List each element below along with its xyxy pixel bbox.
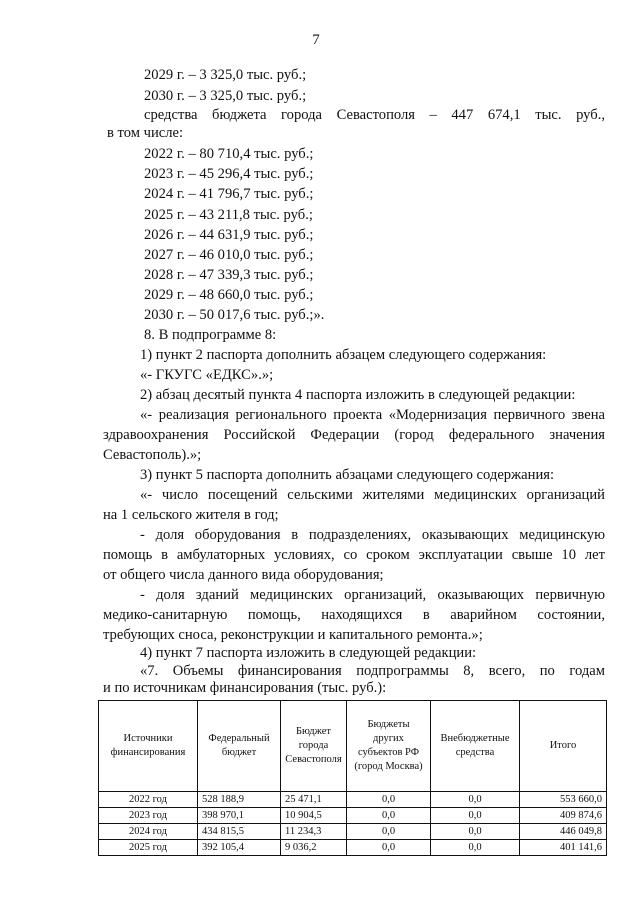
column-header: Бюджеты других субъектов РФ (город Москва) — [347, 701, 431, 792]
text-line: 2024 г. – 41 796,7 тыс. руб.; — [144, 186, 314, 202]
table-header-row — [99, 701, 607, 792]
text-line: - доля зданий медицинских организаций, оказывающих первичную — [140, 587, 605, 603]
text-line: 2027 г. – 46 010,0 тыс. руб.; — [144, 247, 314, 263]
text-line: 4) пункт 7 паспорта изложить в следующей редакции: — [140, 645, 477, 661]
table-cell: 528 188,9 — [198, 792, 281, 808]
table-cell: 0,0 — [347, 840, 431, 856]
text-line: 1) пункт 2 паспорта дополнить абзацем следующего содержания: — [140, 347, 547, 363]
text-line: от общего числа данного вида оборудования; — [103, 567, 384, 583]
text-line-justified — [103, 546, 605, 564]
table-cell: 446 049,8 — [520, 824, 607, 840]
text-line: Севастополь).»; — [103, 447, 202, 463]
column-header: Федеральный бюджет — [198, 701, 281, 792]
table-cell: 2023 год — [99, 808, 198, 824]
table-cell: 25 471,1 — [281, 792, 347, 808]
text-line: «- число посещений сельскими жителями медицинских организаций — [140, 487, 605, 503]
text-line-justified — [140, 406, 605, 424]
text-line: «- ГКУГС «ЕДКС».»; — [140, 367, 274, 383]
text-line: 3) пункт 5 паспорта дополнить абзацами следующего содержания: — [140, 467, 555, 483]
text-line: 8. В подпрограмме 8: — [144, 327, 277, 343]
table-cell: 9 036,2 — [281, 840, 347, 856]
text-line-justified — [103, 606, 605, 624]
text-line-justified — [140, 486, 605, 504]
text-line-justified — [103, 426, 605, 444]
text-line-justified — [140, 662, 605, 680]
text-line: 2023 г. – 45 296,4 тыс. руб.; — [144, 166, 314, 182]
text-line: 2) абзац десятый пункта 4 паспорта изложить в следующей редакции: — [140, 387, 576, 403]
table-cell: 11 234,3 — [281, 824, 347, 840]
text-line: медико-санитарную помощь, находящихся в аварийном состоянии, — [103, 607, 605, 623]
table-cell: 2024 год — [99, 824, 198, 840]
text-line: 2029 г. – 3 325,0 тыс. руб.; — [144, 67, 307, 83]
table-cell: 434 815,5 — [198, 824, 281, 840]
table-row — [99, 808, 607, 824]
text-line: 2030 г. – 3 325,0 тыс. руб.; — [144, 88, 307, 104]
table-row — [99, 840, 607, 856]
column-header: Внебюджетные средства — [431, 701, 520, 792]
table-cell: 0,0 — [347, 792, 431, 808]
text-line-justified — [144, 106, 605, 124]
table-cell: 409 874,6 — [520, 808, 607, 824]
column-header: Источники финансирования — [99, 701, 198, 792]
text-line: на 1 сельского жителя в год; — [103, 507, 279, 523]
text-line: и по источникам финансирования (тыс. руб.): — [103, 680, 387, 696]
text-line: 2025 г. – 43 211,8 тыс. руб.; — [144, 207, 313, 223]
table-cell: 0,0 — [347, 808, 431, 824]
text-line-justified — [140, 586, 605, 604]
text-line: 2026 г. – 44 631,9 тыс. руб.; — [144, 227, 314, 243]
table-cell: 10 904,5 — [281, 808, 347, 824]
text-line: «7. Объемы финансирования подпрограммы 8, всего, по годам — [140, 663, 605, 679]
table-cell: 0,0 — [431, 840, 520, 856]
page-number: 7 — [312, 32, 320, 48]
text-line: здравоохранения Российской Федерации (город федерального значения — [103, 427, 605, 443]
table-cell: 0,0 — [347, 824, 431, 840]
text-line-justified — [140, 526, 605, 544]
table-row — [99, 824, 607, 840]
table-cell: 401 141,6 — [520, 840, 607, 856]
text-line: 2029 г. – 48 660,0 тыс. руб.; — [144, 287, 314, 303]
table-cell: 0,0 — [431, 792, 520, 808]
text-line: - доля оборудования в подразделениях, оказывающих медицинскую — [140, 527, 605, 543]
text-line: помощь в амбулаторных условиях, со сроком эксплуатации свыше 10 лет — [103, 547, 605, 563]
text-line: средства бюджета города Севастополя – 447 674,1 тыс. руб., — [144, 107, 605, 123]
table-cell: 2025 год — [99, 840, 198, 856]
text-line: 2030 г. – 50 017,6 тыс. руб.;». — [144, 307, 325, 323]
text-line: 2022 г. – 80 710,4 тыс. руб.; — [144, 146, 314, 162]
table-cell: 553 660,0 — [520, 792, 607, 808]
column-header: Итого — [520, 701, 607, 792]
column-header: Бюджет города Севастополя — [281, 701, 347, 792]
table-cell: 2022 год — [99, 792, 198, 808]
table-row — [99, 792, 607, 808]
table-cell: 392 105,4 — [198, 840, 281, 856]
table-cell: 0,0 — [431, 808, 520, 824]
table-cell: 398 970,1 — [198, 808, 281, 824]
text-line: в том числе: — [107, 125, 184, 141]
table-cell: 0,0 — [431, 824, 520, 840]
text-line: 2028 г. – 47 339,3 тыс. руб.; — [144, 267, 314, 283]
text-line: требующих сноса, реконструкции и капитального ремонта.»; — [103, 627, 483, 643]
financing-table — [98, 700, 607, 856]
text-line: «- реализация регионального проекта «Модернизация первичного звена — [140, 407, 605, 423]
